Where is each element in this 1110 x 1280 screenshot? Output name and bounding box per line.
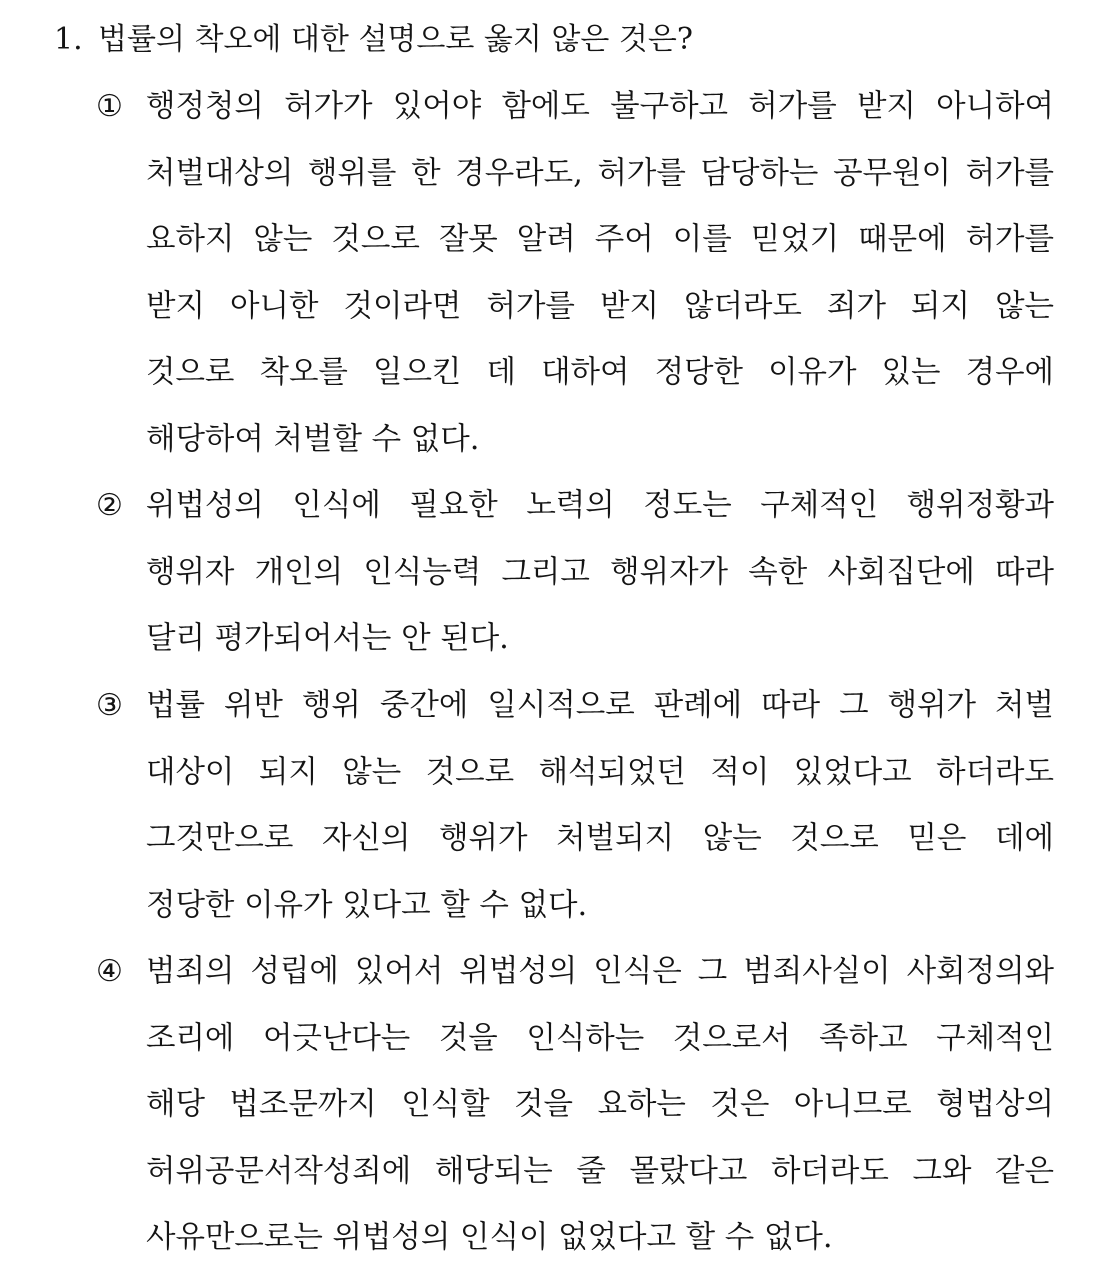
choice-text-3 xyxy=(146,673,1054,939)
question-text: 법률의 착오에 대한 설명으로 옳지 않은 것은? xyxy=(98,22,693,57)
choice-line: 것으로 착오를 일으킨 데 대하여 정당한 이유가 있는 경우에 xyxy=(146,355,1054,390)
choice-text-2 xyxy=(146,473,1054,673)
choice-line: 요하지 않는 것으로 잘못 알려 주어 이를 믿었기 때문에 허가를 xyxy=(146,222,1054,257)
choice-line: 사유만으로는 위법성의 인식이 없었다고 할 수 없다. xyxy=(146,1220,833,1255)
choice-marker-2: ② xyxy=(96,488,123,523)
choice-marker-1: ① xyxy=(96,89,123,124)
choice-line: 행위자 개인의 인식능력 그리고 행위자가 속한 사회집단에 따라 xyxy=(146,554,1054,590)
choice-marker-4: ④ xyxy=(96,954,123,989)
choice-text-4 xyxy=(146,939,1054,1272)
choice-line: 그것만으로 자신의 행위가 처벌되지 않는 것으로 믿은 데에 xyxy=(146,821,1054,856)
question-stem xyxy=(54,18,693,62)
choice-line: 법률 위반 행위 중간에 일시적으로 판례에 따라 그 행위가 처벌 xyxy=(146,688,1054,723)
choice-line: 해당 법조문까지 인식할 것을 요하는 것은 아니므로 형법상의 xyxy=(146,1087,1054,1122)
choice-line: 허위공문서작성죄에 해당되는 줄 몰랐다고 하더라도 그와 같은 xyxy=(146,1153,1054,1189)
choice-line: 해당하여 처벌할 수 없다. xyxy=(146,421,480,457)
choice-line: 정당한 이유가 있다고 할 수 없다. xyxy=(146,887,588,923)
choice-line: 받지 아니한 것이라면 허가를 받지 않더라도 죄가 되지 않는 xyxy=(146,288,1054,324)
choice-line: 달리 평가되어서는 안 된다. xyxy=(146,621,509,656)
choice-line: 위법성의 인식에 필요한 노력의 정도는 구체적인 행위정황과 xyxy=(146,488,1054,523)
choice-line: 조리에 어긋난다는 것을 인식하는 것으로서 족하고 구체적인 xyxy=(146,1020,1054,1056)
choice-line: 처벌대상의 행위를 한 경우라도, 허가를 담당하는 공무원이 허가를 xyxy=(146,155,1054,191)
choice-text-1 xyxy=(146,74,1054,473)
choice-marker-3: ③ xyxy=(96,688,123,723)
choice-line: 행정청의 허가가 있어야 함에도 불구하고 허가를 받지 아니하여 xyxy=(146,89,1054,124)
choice-line: 범죄의 성립에 있어서 위법성의 인식은 그 범죄사실이 사회정의와 xyxy=(146,954,1054,989)
choice-line: 대상이 되지 않는 것으로 해석되었던 적이 있었다고 하더라도 xyxy=(146,754,1054,790)
question-number: 1. xyxy=(54,22,83,57)
